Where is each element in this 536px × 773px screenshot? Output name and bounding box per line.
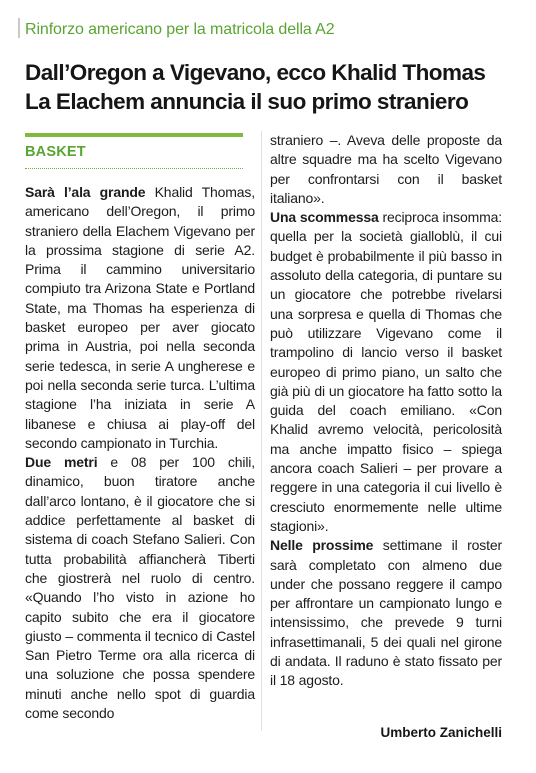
headline bbox=[25, 58, 525, 116]
kicker: Rinforzo americano per la matricola della A2 bbox=[25, 21, 335, 38]
section-divider bbox=[25, 168, 243, 169]
paragraph-2-text: e 08 per 100 chili, dinamico, buon tiratore anche dall’arco lontano, è il giocatore che si addice perfettamente al basket di sistema di coach Stefano Salieri. Con tutta probabilità affiancherà Tiberti che giostrerà nel ruolo di centro. «Quando l’ho visto in azione ho capito subito che era il giocatore giusto – commenta il tecnico di Castel San Pietro Terme ora alla ricerca di una soluzione che possa spendere minuti anche nello spot di guardia come secondo bbox=[25, 454, 255, 722]
paragraph-1-lead: Sarà l’ala grande bbox=[25, 184, 146, 200]
article-column-1 bbox=[25, 183, 255, 723]
byline: Umberto Zanichelli bbox=[380, 725, 502, 740]
paragraph-3 bbox=[270, 208, 502, 536]
paragraph-2-continued: straniero –. Aveva delle proposte da altre squadre ma ha scelto Vigevano per confrontarsi con il basket italiano». bbox=[270, 132, 502, 206]
paragraph-4 bbox=[270, 536, 502, 690]
section-label: BASKET bbox=[25, 144, 86, 160]
paragraph-4-text: settimane il roster sarà completato con almeno due under che possano reggere il campo per affrontare un campionato lungo e intensissimo, che prevede 9 turni infrasettimanali, 5 dei quali nel girone di andata. Il raduno è stato fissato per il 18 agosto. bbox=[270, 537, 502, 689]
kicker-rule bbox=[18, 18, 20, 38]
paragraph-1 bbox=[25, 183, 255, 453]
paragraph-1-text: Khalid Thomas, americano dell’Oregon, il primo straniero della Elachem Vigevano per la prossima stagione di serie A2. Prima il cammino universitario compiuto tra Arizona State e Portland State, ma Thomas ha esperienza di basket europeo per aver giocato prima in Austria, poi nella seconda serie tedesca, in serie A ungherese e poi nella seconda serie turca. L’ultima stagione l’ha iniziata in serie A libanese e chiusa ai play-off del secondo campionato in Turchia. bbox=[25, 184, 255, 451]
section-rule bbox=[25, 133, 243, 137]
paragraph-3-text: reciproca insomma: quella per la società gialloblù, il cui budget è probabilmente il più basso in assoluto della categoria, di puntare su un giocatore che potrebbe rivelarsi una sorpresa e quella di Thomas che può utilizzare Vigevano come il trampolino di lancio verso il basket europeo di primo piano, un salto che già più di un giocatore ha fatto sotto la guida del coach emiliano. «Con Khalid avremo velocità, pericolosità ma anche impatto fisico – spiega ancora coach Salieri – per provare a reggere in una categoria il cui livello è cresciuto enormemente nelle ultime stagioni». bbox=[270, 209, 502, 534]
headline-line-2: La Elachem annuncia il suo primo straniero bbox=[25, 89, 469, 114]
headline-line-1: Dall’Oregon a Vigevano, ecco Khalid Thomas bbox=[25, 60, 486, 85]
paragraph-2 bbox=[25, 453, 255, 723]
article-column-2 bbox=[270, 131, 502, 691]
paragraph-3-lead: Una scommessa bbox=[270, 209, 379, 226]
paragraph-2-lead: Due metri bbox=[25, 454, 98, 471]
column-gutter bbox=[261, 131, 262, 731]
paragraph-4-lead: Nelle prossime bbox=[270, 537, 374, 554]
